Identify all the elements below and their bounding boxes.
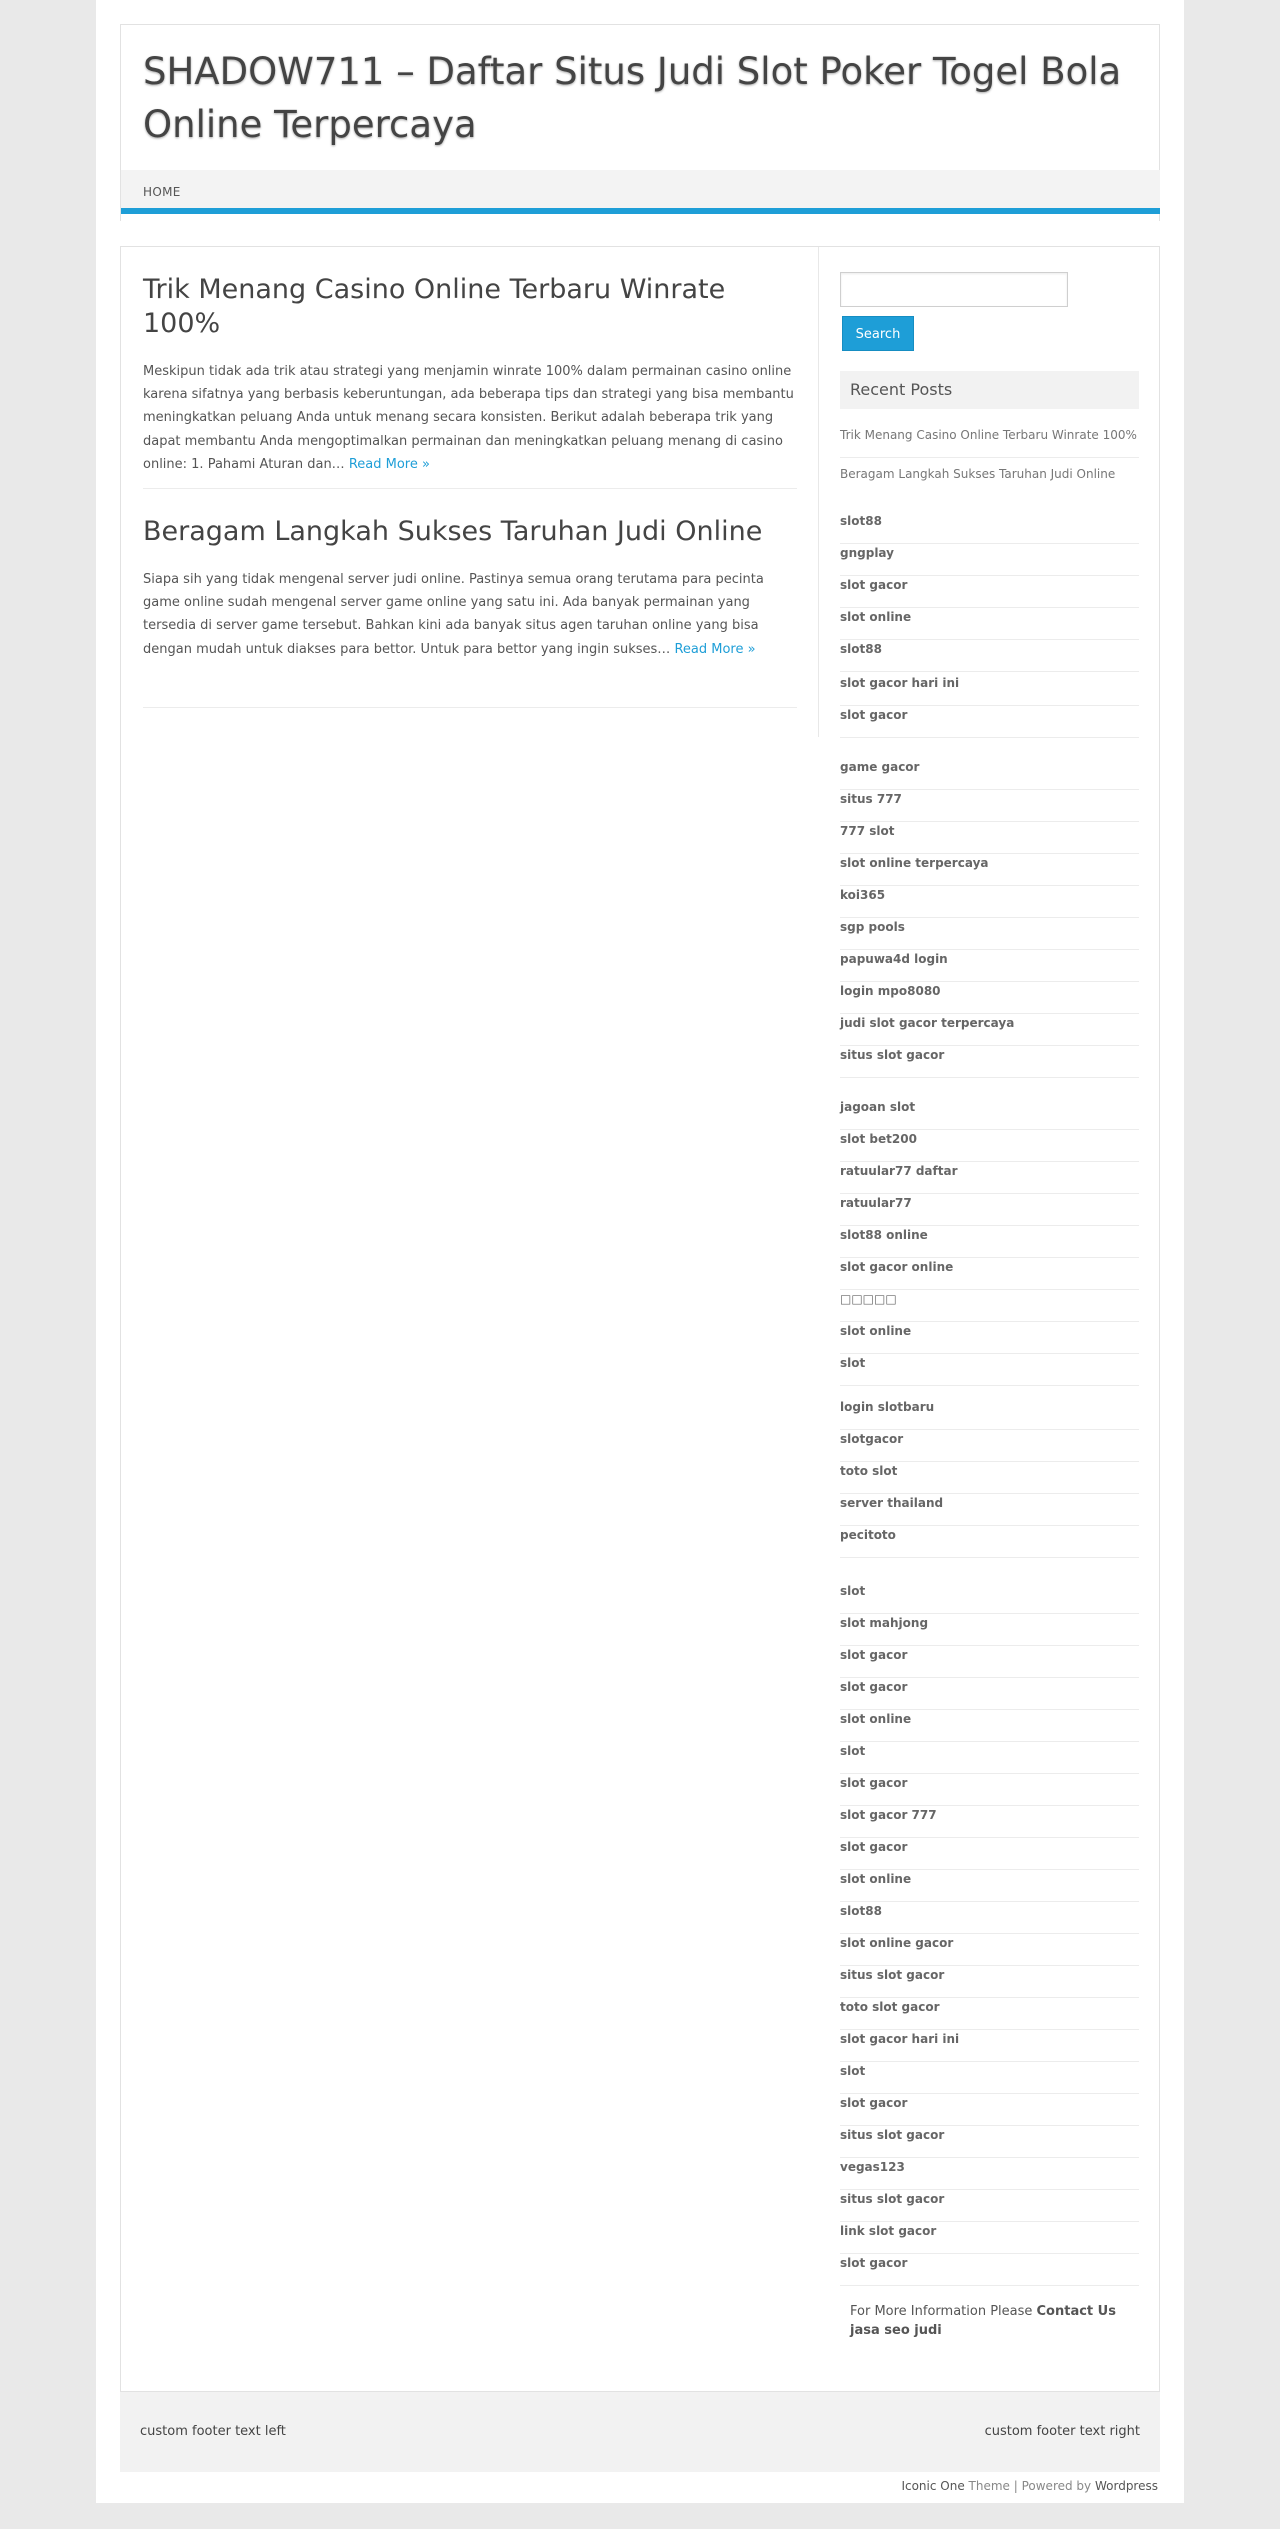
sidebar-link-label: slot88 [840, 1904, 882, 1918]
sidebar-link-label: ratuular77 daftar [840, 1164, 958, 1178]
sidebar-link-label: slot gacor [840, 1680, 908, 1694]
sidebar-link-label: □□□□□ [840, 1292, 897, 1306]
article-divider [143, 488, 797, 489]
sidebar-link[interactable] [840, 640, 1139, 672]
sidebar-link[interactable] [840, 1678, 1139, 1710]
sidebar-link[interactable] [840, 1098, 1139, 1130]
recent-posts-heading: Recent Posts [840, 371, 1139, 409]
sidebar-link-label: situs slot gacor [840, 1968, 945, 1982]
sidebar-link[interactable] [840, 1162, 1139, 1194]
sidebar-link[interactable] [840, 1934, 1139, 1966]
theme-link[interactable]: Iconic One [901, 2479, 965, 2493]
link-widget [840, 758, 1139, 1078]
sidebar-link[interactable] [840, 2222, 1139, 2254]
sidebar-link[interactable] [840, 886, 1139, 918]
sidebar-link-label: toto slot gacor [840, 2000, 940, 2014]
article-excerpt [143, 568, 797, 661]
sidebar-link-label: toto slot [840, 1464, 898, 1478]
sidebar-link[interactable] [840, 950, 1139, 982]
sidebar-link[interactable] [840, 982, 1139, 1014]
article-title[interactable]: Trik Menang Casino Online Terbaru Winrate 100% [143, 274, 726, 339]
info-widget [850, 2302, 1130, 2340]
sidebar-link-label: slot gacor hari ini [840, 676, 960, 690]
contact-us-link[interactable]: Contact Us [1036, 2304, 1116, 2319]
sidebar-link[interactable] [840, 1614, 1139, 1646]
sidebar-link-label: slot gacor [840, 1840, 908, 1854]
article-2 [143, 515, 797, 661]
sidebar-link-label: slot online gacor [840, 1936, 954, 1950]
sidebar-link[interactable] [840, 512, 1139, 544]
sidebar-link-label: slot [840, 1584, 866, 1598]
article-excerpt-text: Meskipun tidak ada trik atau strategi yang menjamin winrate 100% dalam permainan casino online karena sifatnya yang berbasis keberuntungan, ada beberapa tips dan strategi yang bisa membantu meningkatkan peluang Anda untuk menang secara konsisten. Berikut adalah beberapa trik yang dapat membantu Anda mengoptimalkan permainan dan meningkatkan peluang menang di casino online: 1. Pahami Aturan dan… [143, 364, 794, 472]
sidebar-link-label: slot [840, 1744, 866, 1758]
sidebar-link-label: slot [840, 1356, 866, 1370]
link-widget [840, 674, 1139, 738]
sidebar-link-label: papuwa4d login [840, 952, 948, 966]
footer-right-text: custom footer text right [984, 2424, 1140, 2439]
sidebar-link-label: situs slot gacor [840, 1048, 945, 1062]
sidebar-link-label: situs 777 [840, 792, 902, 806]
sidebar-link[interactable] [840, 1398, 1139, 1430]
sidebar-link[interactable] [840, 1582, 1139, 1614]
sidebar-link[interactable] [840, 1290, 1139, 1322]
sidebar-link[interactable] [840, 1194, 1139, 1226]
sidebar-link-label: login slotbaru [840, 1400, 935, 1414]
sidebar-link-label: slot online [840, 1712, 912, 1726]
sidebar-link[interactable] [840, 1806, 1139, 1838]
sidebar-link-label: slotgacor [840, 1432, 904, 1446]
sidebar-link[interactable] [840, 1130, 1139, 1162]
nav-item-home[interactable]: HOME [143, 185, 181, 199]
sidebar-link-label: slot gacor [840, 1648, 908, 1662]
sidebar-link-label: slot online [840, 610, 912, 624]
sidebar-link-label: slot gacor [840, 708, 908, 722]
link-widget [840, 1582, 1139, 2286]
sidebar-link[interactable] [840, 2158, 1139, 2190]
sidebar-link-label: slot gacor 777 [840, 1808, 937, 1822]
sidebar-link[interactable] [840, 1710, 1139, 1742]
sidebar-link[interactable] [840, 1430, 1139, 1462]
sidebar-link[interactable] [840, 2062, 1139, 2094]
sidebar-link-label: koi365 [840, 888, 886, 902]
sidebar-link-label: gngplay [840, 546, 894, 560]
recent-posts-list [840, 426, 1139, 504]
sidebar-link-label: slot gacor [840, 578, 908, 592]
sidebar-link[interactable] [840, 608, 1139, 640]
recent-post-link[interactable]: Trik Menang Casino Online Terbaru Winrate 100% [840, 426, 1139, 458]
sidebar-link[interactable] [840, 674, 1139, 706]
sidebar-link[interactable] [840, 1494, 1139, 1526]
footer-left-text: custom footer text left [140, 2424, 286, 2439]
sidebar-link-label: slot gacor hari ini [840, 2032, 960, 2046]
page-wrapper [96, 0, 1184, 2503]
sidebar-link-label: server thailand [840, 1496, 944, 1510]
sidebar-link-label: game gacor [840, 760, 920, 774]
sidebar-link-label: judi slot gacor terpercaya [840, 1016, 1015, 1030]
sidebar-link-label: slot online terpercaya [840, 856, 989, 870]
sidebar-link[interactable] [840, 1258, 1139, 1290]
read-more-link[interactable]: Read More » [674, 641, 756, 657]
sidebar-link[interactable] [840, 1870, 1139, 1902]
sidebar-link-label: link slot gacor [840, 2224, 937, 2238]
credit-separator: Theme | Powered by [964, 2479, 1095, 2493]
sidebar-link-label: slot88 [840, 642, 882, 656]
sidebar-link-label: login mpo8080 [840, 984, 941, 998]
sidebar-link[interactable] [840, 2126, 1139, 2158]
sidebar-link-label: slot gacor [840, 2096, 908, 2110]
sidebar-link-label: slot gacor [840, 2256, 908, 2270]
sidebar-link-label: slot bet200 [840, 1132, 917, 1146]
site-title[interactable]: SHADOW711 – Daftar Situs Judi Slot Poker Togel Bola Online Terpercaya [143, 50, 1122, 146]
link-widget [840, 512, 1139, 672]
sidebar-link-label: slot online [840, 1872, 912, 1886]
sidebar-link[interactable] [840, 706, 1139, 738]
sidebar-link-label: slot online [840, 1324, 912, 1338]
sidebar-link[interactable] [840, 1014, 1139, 1046]
link-widget [840, 1398, 1139, 1558]
sidebar-link-label: sgp pools [840, 920, 905, 934]
link-widget [840, 1098, 1139, 1386]
article-divider [143, 707, 797, 708]
seo-link[interactable]: jasa seo judi [850, 2323, 942, 2338]
sidebar-link[interactable] [840, 1462, 1139, 1494]
main-area [120, 246, 1160, 2392]
sidebar-link-label: situs slot gacor [840, 2192, 945, 2206]
footer [120, 2392, 1160, 2472]
sidebar-link[interactable] [840, 918, 1139, 950]
wordpress-link[interactable]: Wordpress [1094, 2479, 1158, 2493]
sidebar-link[interactable] [840, 854, 1139, 886]
sidebar-link[interactable] [840, 1774, 1139, 1806]
sidebar-link[interactable] [840, 576, 1139, 608]
sidebar-link[interactable] [840, 1646, 1139, 1678]
sidebar-link[interactable] [840, 1966, 1139, 1998]
sidebar-link-label: slot mahjong [840, 1616, 929, 1630]
article-excerpt-text: Siapa sih yang tidak mengenal server judi online. Pastinya semua orang terutama para pecinta game online sudah mengenal server game online yang satu ini. Ada banyak permainan yang tersedia di server game tersebut. Bahkan kini ada banyak situs agen taruhan online yang bisa dengan mudah untuk diakses para bettor. Untuk para bettor yang ingin sukses… [143, 572, 764, 657]
sidebar-link-label: 777 slot [840, 824, 895, 838]
sidebar-link-label: slot88 online [840, 1228, 928, 1242]
content-column [121, 247, 819, 737]
sidebar-link-label: situs slot gacor [840, 2128, 945, 2142]
sidebar-link[interactable] [840, 1322, 1139, 1354]
main-nav [121, 170, 1160, 214]
info-text: For More Information Please [850, 2304, 1037, 2319]
sidebar-link[interactable] [840, 1838, 1139, 1870]
sidebar-link-label: slot gacor online [840, 1260, 954, 1274]
sidebar-link[interactable] [840, 1046, 1139, 1078]
sidebar-link[interactable] [840, 1526, 1139, 1558]
site-header [120, 24, 1160, 221]
sidebar-link[interactable] [840, 758, 1139, 790]
sidebar-link[interactable] [840, 544, 1139, 576]
sidebar-link[interactable] [840, 2190, 1139, 2222]
sidebar-link[interactable] [840, 790, 1139, 822]
sidebar-link-label: ratuular77 [840, 1196, 912, 1210]
sidebar-link-label: slot [840, 2064, 866, 2078]
sidebar-link[interactable] [840, 1354, 1139, 1386]
search-input[interactable] [840, 272, 1068, 307]
sidebar-link-label: vegas123 [840, 2160, 905, 2174]
sidebar-link-label: slot gacor [840, 1776, 908, 1790]
sidebar-link-label: pecitoto [840, 1528, 896, 1542]
sidebar-link[interactable] [840, 2030, 1139, 2062]
sidebar-link[interactable] [840, 1226, 1139, 1258]
read-more-link[interactable]: Read More » [348, 456, 430, 472]
sidebar-link[interactable] [840, 1902, 1139, 1934]
sidebar-link[interactable] [840, 1742, 1139, 1774]
recent-post-link[interactable]: Beragam Langkah Sukses Taruhan Judi Online [840, 467, 1116, 481]
article-excerpt [143, 360, 797, 476]
sidebar-link-label: jagoan slot [840, 1100, 916, 1114]
article-1 [143, 273, 797, 476]
footer-credits [901, 2479, 1158, 2493]
sidebar-link[interactable] [840, 2254, 1139, 2286]
sidebar-link-label: slot88 [840, 514, 882, 528]
sidebar-link[interactable] [840, 1998, 1139, 2030]
article-title[interactable]: Beragam Langkah Sukses Taruhan Judi Online [143, 516, 763, 547]
sidebar-link[interactable] [840, 2094, 1139, 2126]
sidebar-link[interactable] [840, 822, 1139, 854]
search-button[interactable]: Search [842, 316, 914, 351]
